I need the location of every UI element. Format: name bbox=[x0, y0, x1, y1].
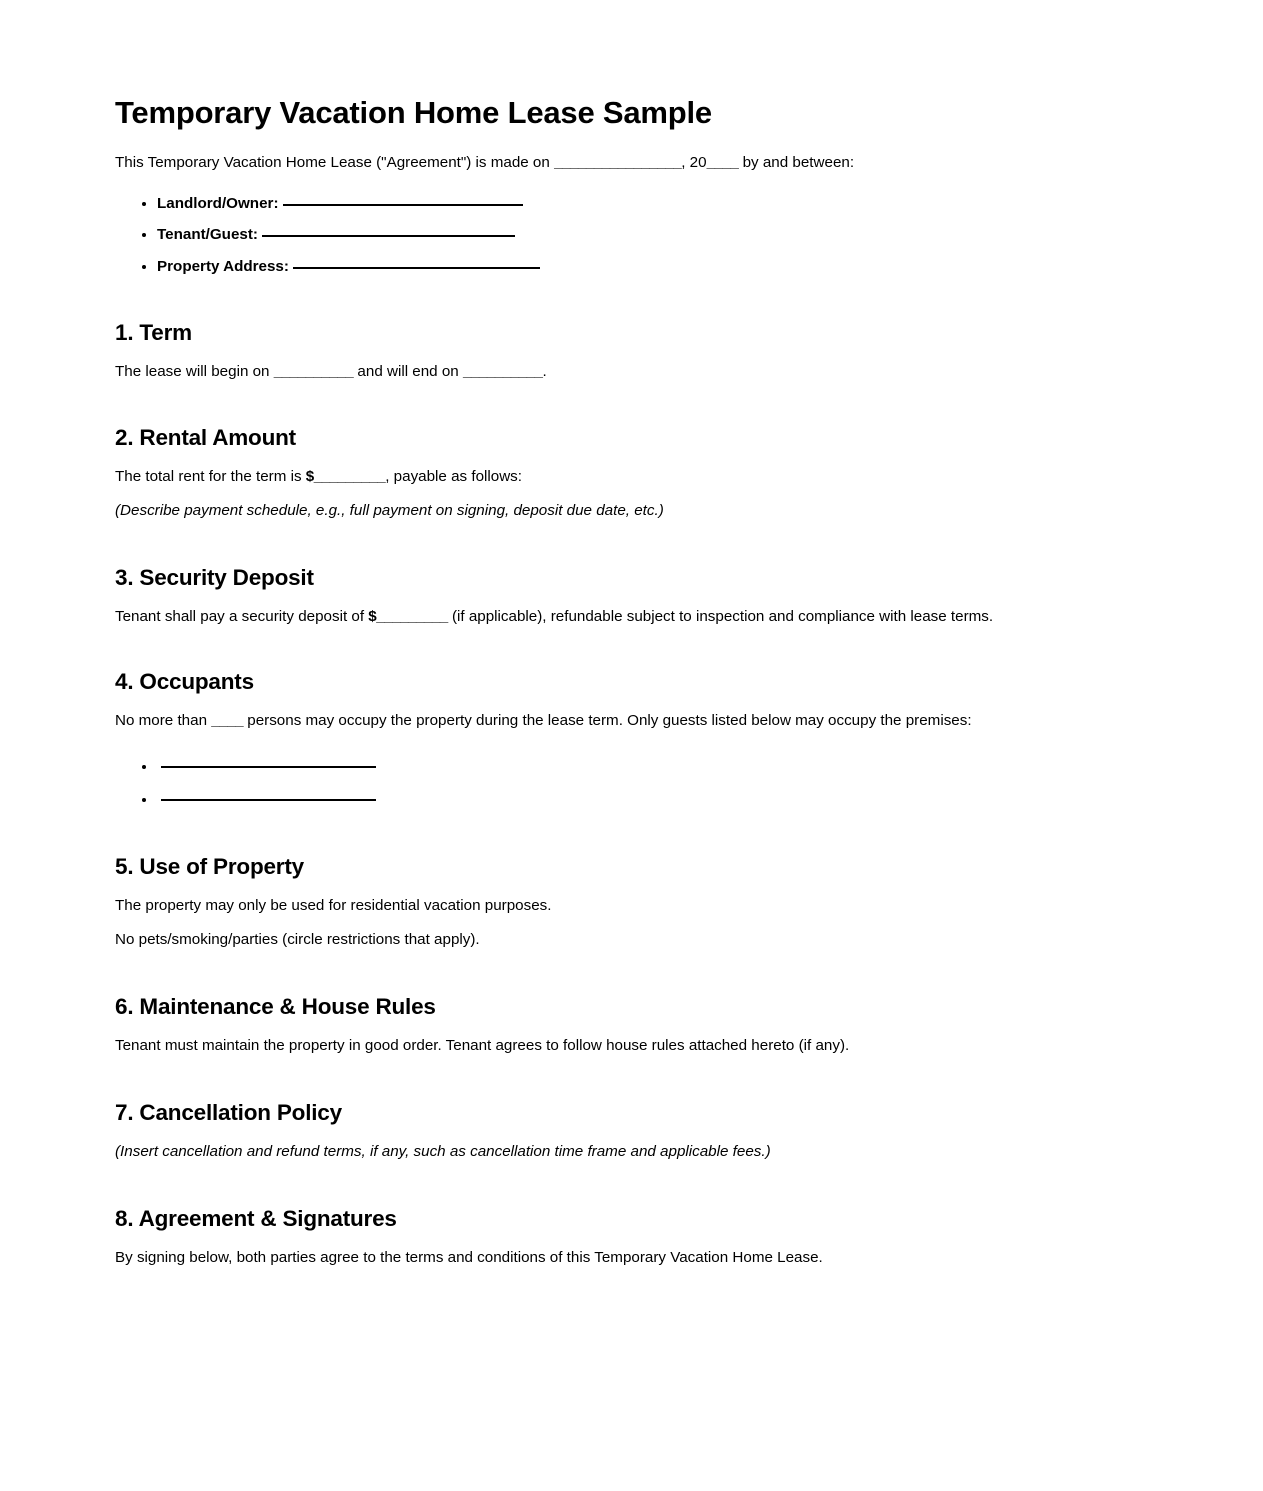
fill-in-blank[interactable]: $_________ bbox=[368, 608, 448, 626]
section-body bbox=[115, 466, 1123, 522]
guest-fill-in-blank[interactable] bbox=[161, 799, 376, 801]
paragraph-text: persons may occupy the property during the lease term. Only guests listed below may occupy the premises: bbox=[243, 712, 972, 730]
party-list-item bbox=[157, 258, 1123, 276]
document-section bbox=[115, 319, 1123, 383]
paragraph-text: The total rent for the term is bbox=[115, 467, 306, 485]
document-section bbox=[115, 668, 1123, 810]
page-title: Temporary Vacation Home Lease Sample bbox=[115, 95, 712, 130]
section-body bbox=[115, 361, 1123, 383]
party-label: Tenant/Guest: bbox=[157, 226, 258, 244]
paragraph-text: The property may only be used for residential vacation purposes. bbox=[115, 896, 552, 914]
section-body bbox=[115, 1247, 1123, 1269]
section-paragraph bbox=[115, 500, 1123, 522]
section-heading: 1. Term bbox=[115, 319, 192, 345]
section-paragraph bbox=[115, 606, 1123, 628]
section-paragraph bbox=[115, 1247, 1123, 1269]
fill-in-blank[interactable]: __________ bbox=[462, 362, 543, 380]
intro-text-before-date: This Temporary Vacation Home Lease ("Agreement") is made on bbox=[115, 153, 550, 171]
document-section bbox=[115, 424, 1123, 522]
section-body bbox=[115, 1141, 1123, 1163]
party-list-item bbox=[157, 226, 1123, 244]
section-paragraph bbox=[115, 1035, 1123, 1057]
paragraph-text: (if applicable), refundable subject to inspection and compliance with lease terms. bbox=[447, 608, 994, 626]
party-list-item bbox=[157, 195, 1123, 213]
section-body bbox=[115, 895, 1123, 951]
document-section bbox=[115, 853, 1123, 951]
guest-list-item bbox=[157, 758, 1123, 776]
paragraph-text: . bbox=[542, 362, 547, 380]
section-heading: 2. Rental Amount bbox=[115, 424, 296, 450]
document-section bbox=[115, 1099, 1123, 1163]
section-heading: 8. Agreement & Signatures bbox=[115, 1205, 397, 1231]
fill-in-blank[interactable]: __________ bbox=[273, 362, 354, 380]
year-blank[interactable]: ____ bbox=[706, 153, 739, 171]
party-fill-in-blank[interactable] bbox=[283, 204, 523, 206]
party-label: Landlord/Owner: bbox=[157, 195, 279, 213]
section-heading: 5. Use of Property bbox=[115, 853, 304, 879]
party-label: Property Address: bbox=[157, 257, 289, 275]
section-heading: 6. Maintenance & House Rules bbox=[115, 993, 436, 1019]
section-body bbox=[115, 606, 1123, 628]
paragraph-text: No more than bbox=[115, 712, 212, 730]
section-paragraph bbox=[115, 929, 1123, 951]
guest-fill-in-blank[interactable] bbox=[161, 766, 376, 768]
paragraph-text: The lease will begin on bbox=[115, 362, 274, 380]
intro-text-after-year: by and between: bbox=[742, 153, 855, 171]
paragraph-text: Tenant must maintain the property in good order. Tenant agrees to follow house rules attached hereto (if any). bbox=[115, 1036, 850, 1054]
intro-comma-year: , 20 bbox=[681, 153, 707, 171]
paragraph-text: By signing below, both parties agree to the terms and conditions of this Temporary Vacation Home Lease. bbox=[115, 1248, 823, 1266]
paragraph-text: Tenant shall pay a security deposit of bbox=[115, 608, 369, 626]
party-fill-in-blank[interactable] bbox=[293, 267, 540, 269]
paragraph-text: No pets/smoking/parties (circle restrictions that apply). bbox=[115, 930, 480, 948]
section-paragraph bbox=[115, 466, 1123, 488]
date-blank[interactable]: ________________ bbox=[554, 153, 682, 171]
section-paragraph bbox=[115, 710, 1123, 732]
section-paragraph bbox=[115, 895, 1123, 917]
paragraph-text: , payable as follows: bbox=[385, 467, 522, 485]
section-heading: 7. Cancellation Policy bbox=[115, 1099, 342, 1125]
guest-list-item bbox=[157, 791, 1123, 809]
document-section bbox=[115, 564, 1123, 628]
section-heading: 4. Occupants bbox=[115, 669, 254, 695]
party-fill-in-blank[interactable] bbox=[262, 235, 515, 237]
paragraph-text: (Describe payment schedule, e.g., full payment on signing, deposit due date, etc.) bbox=[115, 502, 664, 519]
section-heading: 3. Security Deposit bbox=[115, 565, 314, 591]
section-paragraph bbox=[115, 361, 1123, 383]
intro-paragraph bbox=[115, 153, 1123, 174]
fill-in-blank[interactable]: $_________ bbox=[305, 467, 386, 485]
document-section bbox=[115, 1205, 1123, 1269]
section-paragraph bbox=[115, 1141, 1123, 1163]
sections-container bbox=[115, 319, 1123, 1269]
party-list bbox=[115, 195, 1123, 276]
fill-in-blank[interactable]: ____ bbox=[211, 712, 244, 730]
guest-blank-list bbox=[115, 758, 1123, 809]
document-section bbox=[115, 993, 1123, 1057]
paragraph-text: and will end on bbox=[353, 362, 463, 380]
section-body bbox=[115, 1035, 1123, 1057]
section-body bbox=[115, 710, 1123, 732]
paragraph-text: (Insert cancellation and refund terms, if any, such as cancellation time frame and applicable fees.) bbox=[115, 1142, 771, 1160]
